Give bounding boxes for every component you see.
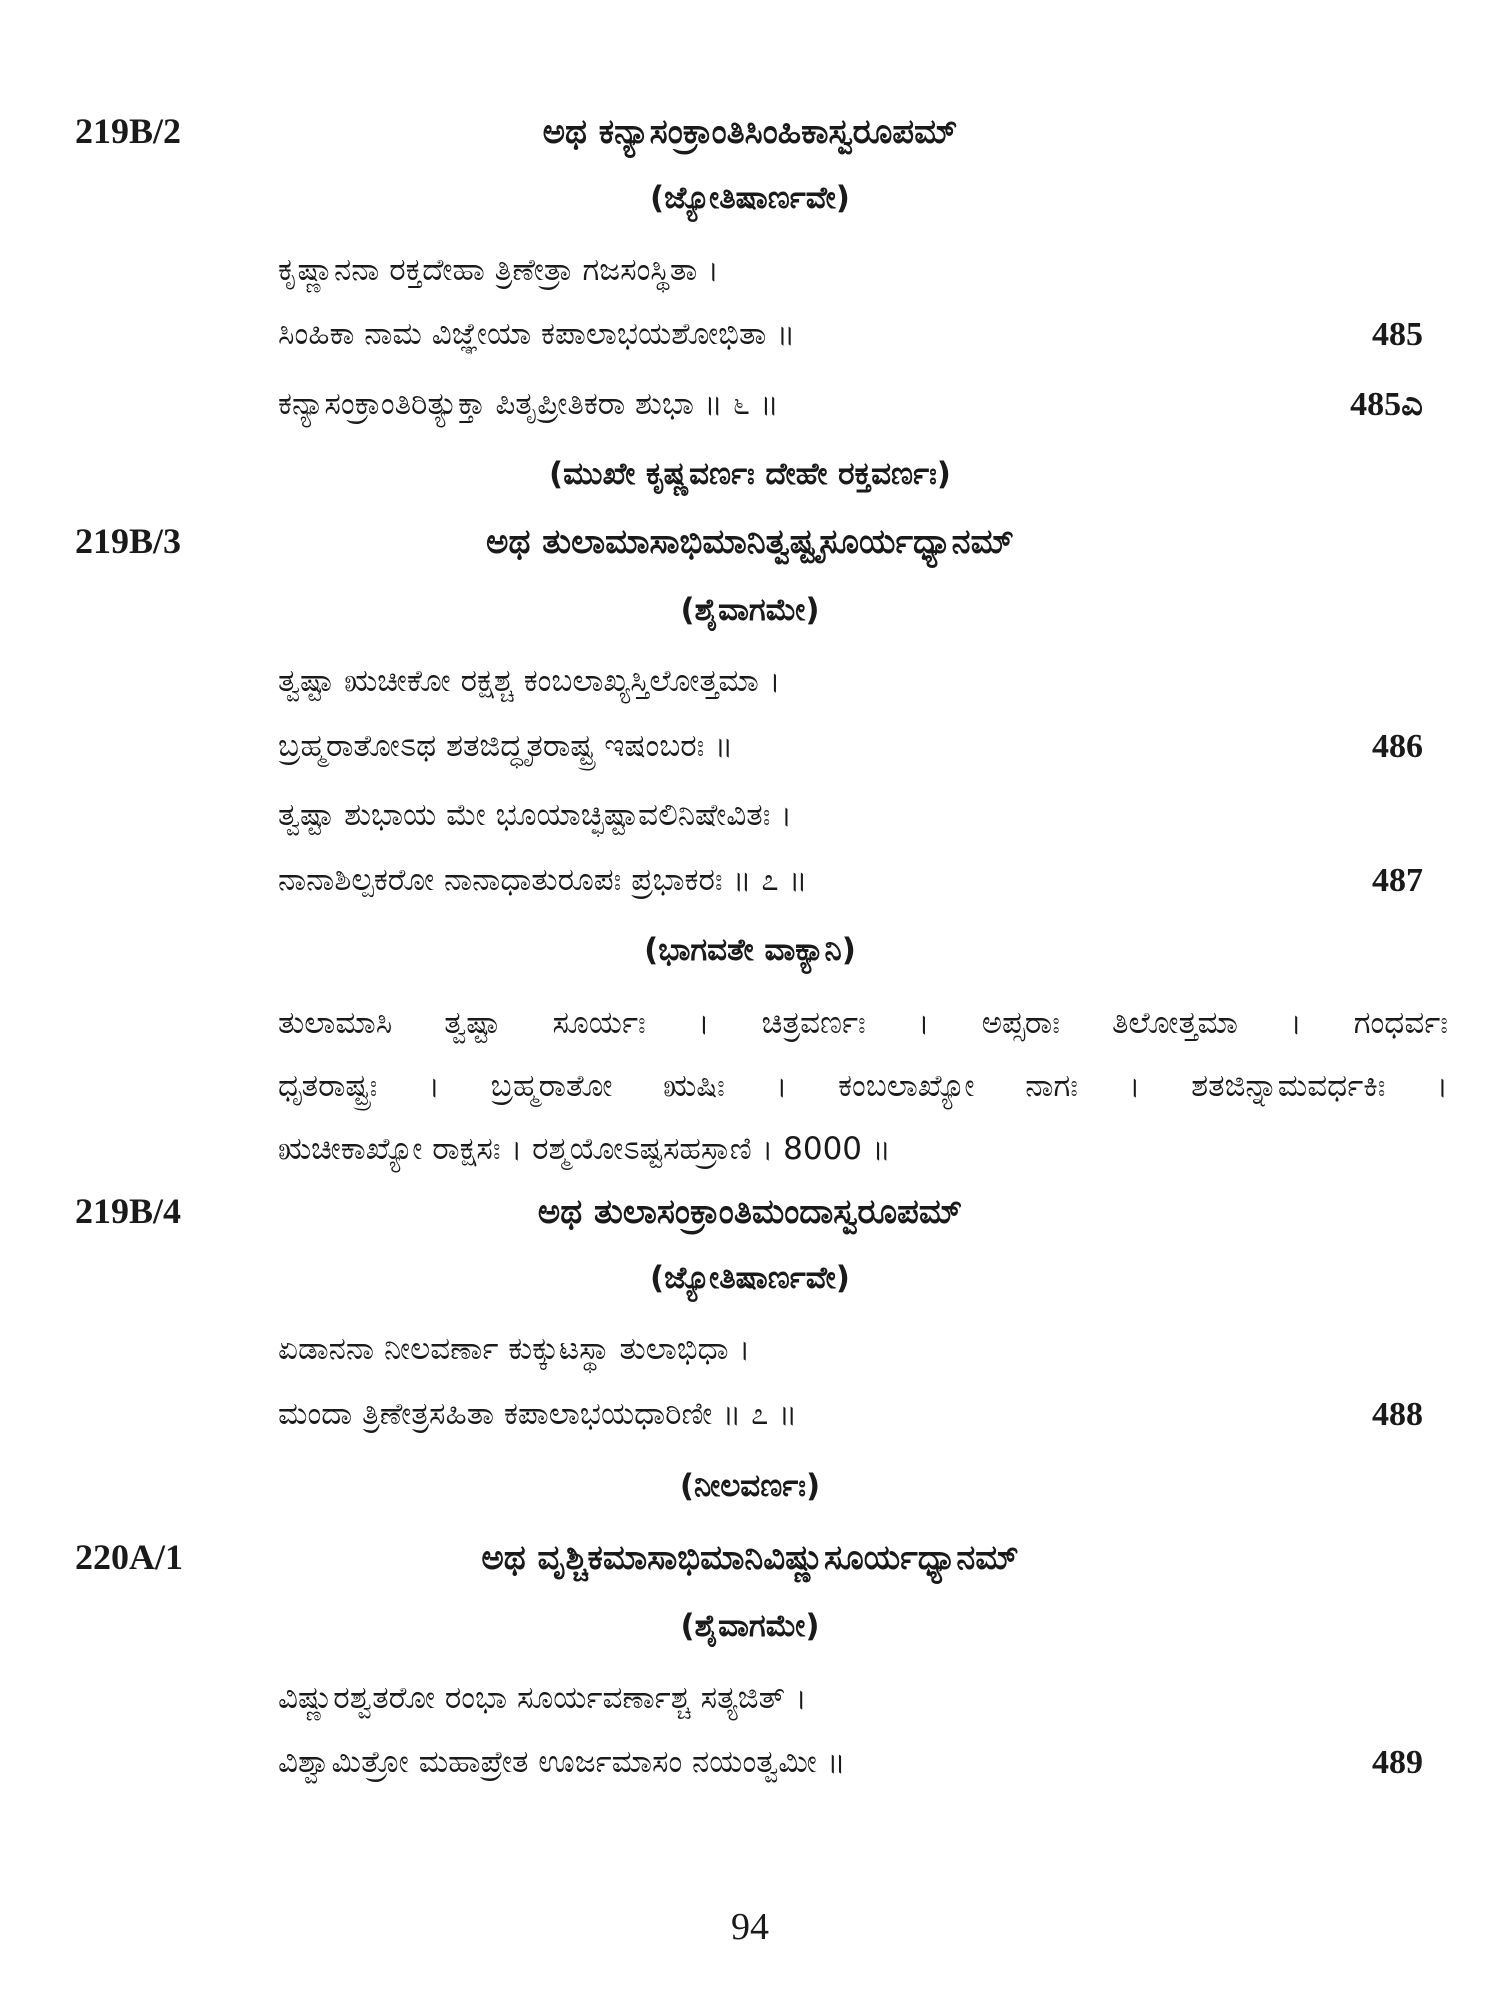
- section-ref: 219B/4: [75, 1191, 182, 1231]
- section-source: (ಶೈವಾಗಮೇ): [680, 1608, 820, 1644]
- section-ref: 220A/1: [75, 1537, 183, 1577]
- section-note: (ನೀಲವರ್ಣಃ): [679, 1468, 821, 1504]
- section-heading: ಅಥ ಕನ್ಯಾಸಂಕ್ರಾಂತಿಸಿಂಹಿಕಾಸ್ವರೂಪಮ್: [542, 112, 958, 152]
- verse-line: ವಿಷ್ಣುರಶ್ವತರೋ ರಂಭಾ ಸೂರ್ಯವರ್ಣಾಶ್ಚ ಸತ್ಯಜಿತ್ ।: [278, 1680, 807, 1716]
- verse-number: 489: [1372, 1744, 1423, 1781]
- verse-line: ಸಿಂಹಿಕಾ ನಾಮ ವಿಜ್ಞೇಯಾ ಕಪಾಲಾಭಯಶೋಭಿತಾ ॥: [278, 316, 796, 352]
- verse-number: 485: [1372, 316, 1423, 353]
- section-heading: ಅಥ ವೃಶ್ಚಿಕಮಾಸಾಭಿಮಾನಿವಿಷ್ಣುಸೂರ್ಯಧ್ಯಾನಮ್: [481, 1538, 1019, 1578]
- verse-number: 488: [1372, 1396, 1423, 1433]
- section-note: (ಮುಖೇ ಕೃಷ್ಣವರ್ಣಃ ದೇಹೇ ರಕ್ತವರ್ಣಃ): [549, 456, 951, 492]
- verse-line: ಮಂದಾ ತ್ರಿಣೇತ್ರಸಹಿತಾ ಕಪಾಲಾಭಯಧಾರಿಣೀ ॥ ೭ ॥: [278, 1396, 798, 1432]
- section-ref: 219B/2: [75, 111, 182, 151]
- section-source: (ಜ್ಯೋತಿಷಾರ್ಣವೇ): [650, 180, 850, 216]
- verse-number: 486: [1372, 728, 1423, 765]
- verse-line: ತ್ವಷ್ಟಾ ಶುಭಾಯ ಮೇ ಭೂಯಾಚ್ಛಿಷ್ಟಾವಲಿನಿಷೇವಿತಃ ।: [278, 797, 793, 833]
- prose-line: ತುಲಾಮಾಸಿ ತ್ವಷ್ಟಾ ಸೂರ್ಯಃ । ಚಿತ್ರವರ್ಣಃ । ಅಪ್ಸರಾಃ ತಿಲೋತ್ತಮಾ । ಗಂಧರ್ವಃ: [278, 1005, 1448, 1041]
- prose-line: ಧೃತರಾಷ್ಟ್ರಃ । ಬ್ರಹ್ಮರಾತೋ ಋಷಿಃ । ಕಂಬಲಾಖ್ಯೋ ನಾಗಃ । ಶತಜಿನ್ನಾಮವರ್ಧಕಿಃ ।: [278, 1068, 1448, 1104]
- prose-line: ಋಚೀಕಾಖ್ಯೋ ರಾಕ್ಷಸಃ । ರಶ್ಮಯೋಽಷ್ಟಸಹಸ್ರಾಣಿ । 8000 ॥: [278, 1131, 891, 1167]
- verse-line: ನಾನಾಶಿಲ್ಪಕರೋ ನಾನಾಧಾತುರೂಪಃ ಪ್ರಭಾಕರಃ ॥ ೭ ॥: [278, 862, 808, 898]
- verse-line: ಬ್ರಹ್ಮರಾತೋಽಥ ಶತಜಿದ್ಧೃತರಾಷ್ಟ್ರ ಇಷಂಬರಃ ॥: [278, 728, 734, 764]
- section-source: (ಜ್ಯೋತಿಷಾರ್ಣವೇ): [650, 1260, 850, 1296]
- section-source: (ಶೈವಾಗಮೇ): [680, 592, 820, 628]
- verse-line: ತ್ವಷ್ಟಾ ಋಚೀಕೋ ರಕ್ಷಶ್ಚ ಕಂಬಲಾಖ್ಯಸ್ತಿಲೋತ್ತಮಾ ।: [278, 663, 781, 699]
- verse-number: 487: [1372, 862, 1423, 899]
- page-number: 94: [731, 1906, 769, 1948]
- section-heading: ಅಥ ತುಲಾಮಾಸಾಭಿಮಾನಿತ್ವಷ್ಟೃಸೂರ್ಯಧ್ಯಾನಮ್: [486, 522, 1014, 562]
- section-note: (ಭಾಗವತೇ ವಾಕ್ಯಾನಿ): [644, 932, 856, 968]
- verse-number: 485ಎ: [1350, 386, 1423, 423]
- section-heading: ಅಥ ತುಲಾಸಂಕ್ರಾಂತಿಮಂದಾಸ್ವರೂಪಮ್: [537, 1192, 963, 1232]
- verse-line: ಕನ್ಯಾಸಂಕ್ರಾಂತಿರಿತ್ಯುಕ್ತಾ ಪಿತೃಪ್ರೀತಿಕರಾ ಶುಭಾ ॥ ೬ ॥: [278, 386, 779, 422]
- verse-line: ಕೃಷ್ಣಾನನಾ ರಕ್ತದೇಹಾ ತ್ರಿಣೇತ್ರಾ ಗಜಸಂಸ್ಥಿತಾ ।: [278, 252, 719, 288]
- verse-line: ವಿಶ್ವಾಮಿತ್ರೋ ಮಹಾಪ್ರೇತ ಊರ್ಜಮಾಸಂ ನಯಂತ್ವಮೀ ॥: [278, 1744, 846, 1780]
- section-ref: 219B/3: [75, 521, 182, 561]
- verse-line: ಏಡಾನನಾ ನೀಲವರ್ಣಾ ಕುಕ್ಕುಟಸ್ಥಾ ತುಲಾಭಿಧಾ ।: [278, 1331, 751, 1367]
